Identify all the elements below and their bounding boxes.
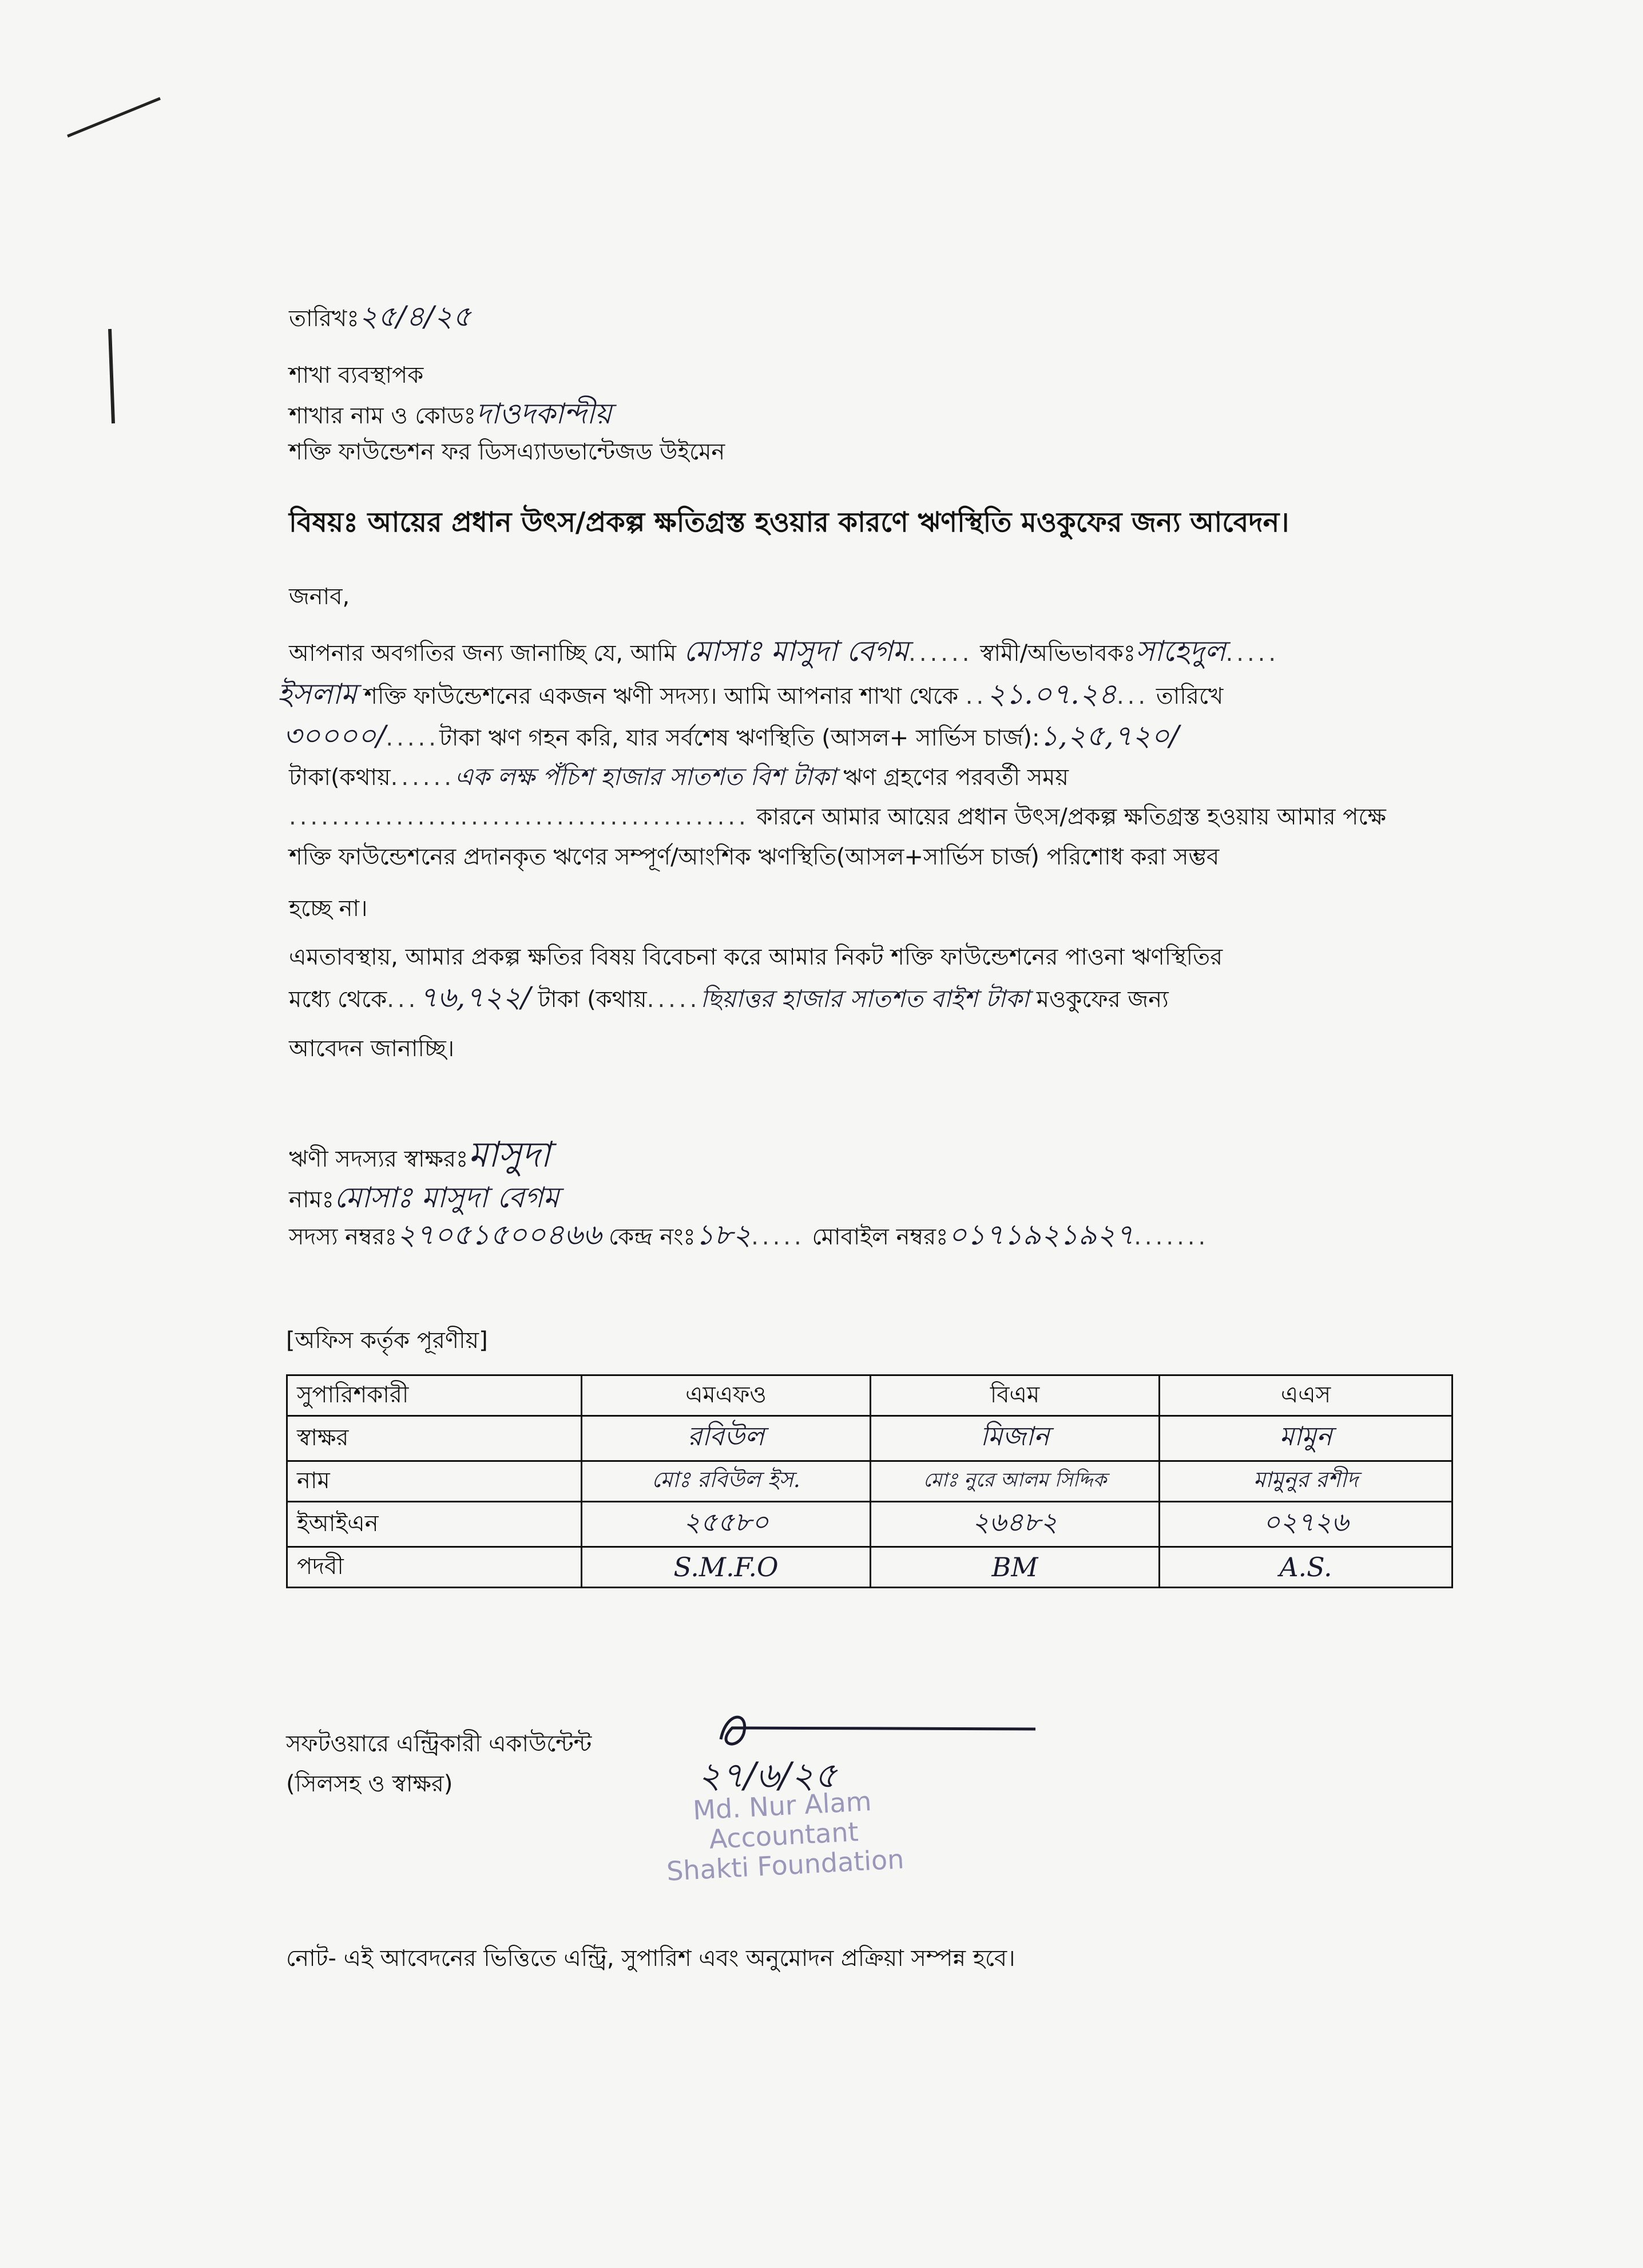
cell-value: ২৫৫৮০ (582, 1502, 871, 1547)
organization-name: শক্তি ফাউন্ডেশন ফর ডিসএ্যাডভান্টেজড উইমেন (289, 439, 725, 465)
accountant-line-1: সফটওয়ারে এন্ট্রিকারী একাউন্টেন্ট (286, 1731, 592, 1757)
pen-mark (63, 86, 166, 143)
cell-value: মিজান (871, 1416, 1160, 1461)
cell-value: ২৬৪৮২ (871, 1502, 1160, 1547)
header-cell: বিএম (871, 1375, 1160, 1416)
cell-value: মোঃ রবিউল ইস. (582, 1461, 871, 1502)
header-cell: এমএফও (582, 1375, 871, 1416)
accountant-line-2: (সিলসহ ও স্বাক্ষর) (286, 1771, 453, 1797)
row-label: ইআইএন (287, 1502, 582, 1547)
body-p2-line-2: মধ্যে থেকে...৭৬,৭২২/ টাকা (কথায়.....ছিয়াত্তর হাজার সাতশত বাইশ টাকা মওকুফের জন্য (289, 981, 1169, 1014)
cell-value: মামুনুর রশীদ (1160, 1461, 1452, 1502)
table-row (287, 1547, 1452, 1588)
loan-amount-handwritten: ৩০০০০/ (283, 719, 386, 752)
outstanding-words-handwritten: এক লক্ষ পঁচিশ হাজার সাতশত বিশ টাকা (454, 763, 836, 791)
accountant-signature (704, 1705, 1047, 1756)
waiver-amount-handwritten: ৭৬,৭২২/ (419, 981, 531, 1014)
applicant-name-line (289, 1181, 559, 1216)
body-text: টাকা ঋণ গহন করি, যার সর্বশেষ ঋণস্থিতি (আসল+ সার্ভিস চার্জ): (439, 725, 1040, 751)
applicant-signature-line (289, 1133, 551, 1175)
applicant-name-handwritten: মোসাঃ মাসুদা বেগম (334, 1181, 559, 1214)
row-label: পদবী (287, 1547, 582, 1588)
stamp-name: Md. Nur Alam (692, 1785, 872, 1826)
body-line-5: ........................................... কারনে আমার আয়ের প্রধান উৎস/প্রকল্প ক্ষতিগ্রস্ত হওয়ায় আমার পক্ষে (289, 804, 1386, 830)
name-label: নামঃ (289, 1187, 335, 1213)
branch-line (289, 398, 612, 432)
body-text: তারিখে (1156, 683, 1224, 709)
member-no-handwritten: ২৭০৫১৫০০৪৬৬ (396, 1218, 602, 1251)
center-label: কেন্দ্র নংঃ (609, 1224, 696, 1250)
note: নোট- এই আবেদনের ভিত্তিতে এন্ট্রি, সুপারিশ এবং অনুমোদন প্রক্রিয়া সম্পন্ন হবে। (286, 1945, 1015, 1972)
body-line-3: ৩০০০০/.....টাকা ঋণ গহন করি, যার সর্বশেষ ঋণস্থিতি (আসল+ সার্ভিস চার্জ):১,২৫,৭২০/ (283, 719, 1180, 752)
branch-value: দাওদকান্দীয় (476, 397, 612, 430)
body-text: টাকা(কথায় (289, 764, 391, 791)
applicant-numbers-line: সদস্য নম্বরঃ২৭০৫১৫০০৪৬৬ কেন্দ্র নংঃ১৮২..... মোবাইল নম্বরঃ০১৭১৯২১৯২৭....... (289, 1218, 1209, 1251)
signature-label: ঋণী সদস্যর স্বাক্ষরঃ (289, 1146, 469, 1172)
date-value: ২৫/৪/২৫ (359, 300, 471, 333)
branch-label: শাখার নাম ও কোডঃ (289, 403, 476, 429)
cell-value: S.M.F.O (582, 1547, 871, 1588)
body-p2-line-1: এমতাবস্থায়, আমার প্রকল্প ক্ষতির বিষয় বিবেচনা করে আমার নিকট শক্তি ফাউন্ডেশনের পাওনা ঋণস্থিতির (289, 944, 1223, 970)
date-label: তারিখঃ (289, 306, 359, 332)
waiver-words-handwritten: ছিয়াত্তর হাজার সাতশত বাইশ টাকা (700, 985, 1030, 1013)
row-label: নাম (287, 1461, 582, 1502)
stamp-org: Shakti Foundation (665, 1843, 905, 1887)
table-row (287, 1461, 1452, 1502)
cell-value: A.S. (1160, 1547, 1452, 1588)
body-text: মওকুফের জন্য (1036, 986, 1169, 1013)
office-caption: [অফিস কর্তৃক পূরণীয়] (286, 1327, 488, 1354)
accountant-date-handwritten: ২৭/৬/২৫ (698, 1754, 838, 1796)
body-text: মধ্যে থেকে (289, 986, 387, 1013)
body-text: শক্তি ফাউন্ডেশনের একজন ঋণী সদস্য। আমি আপনার শাখা থেকে (364, 683, 959, 709)
stamp-title: Accountant (708, 1816, 859, 1855)
subject-line: বিষয়ঃ আয়ের প্রধান উৎস/প্রকল্প ক্ষতিগ্রস্ত হওয়ার কারণে ঋণস্থিতি মওকুফের জন্য আবেদন। (289, 506, 1289, 538)
margin-mark (103, 326, 120, 429)
cell-value: মামুন (1160, 1416, 1452, 1461)
date-line (289, 300, 471, 335)
body-line-6: শক্তি ফাউন্ডেশনের প্রদানকৃত ঋণের সম্পূর্ণ/আংশিক ঋণস্থিতি(আসল+সার্ভিস চার্জ) পরিশোধ করা সম্ভব (289, 844, 1220, 870)
accountant-stamp (633, 1783, 934, 1888)
loan-date-handwritten: ২১.০৭.২৪ (987, 677, 1117, 711)
member-name-handwritten: মোসাঃ মাসুদা বেগম (683, 635, 909, 668)
body-text: কারনে আমার আয়ের প্রধান উৎস/প্রকল্প ক্ষতিগ্রস্ত হওয়ায় আমার পক্ষে (756, 804, 1386, 830)
body-line-1: আপনার অবগতির জন্য জানাচ্ছি যে, আমি মোসাঃ মাসুদা বেগম...... স্বামী/অভিভাবকঃসাহেদুল..... (289, 635, 1280, 668)
member-no-label: সদস্য নম্বরঃ (289, 1224, 397, 1250)
body-line-2: ইসলাম শক্তি ফাউন্ডেশনের একজন ঋণী সদস্য। আমি আপনার শাখা থেকে ..২১.০৭.২৪... তারিখে (277, 677, 1224, 711)
table-row (287, 1502, 1452, 1547)
cell-value: রবিউল (582, 1416, 871, 1461)
header-cell: সুপারিশকারী (287, 1375, 582, 1416)
office-table (286, 1374, 1453, 1588)
guardian-label: স্বামী/অভিভাবকঃ (980, 640, 1136, 667)
cell-value: মোঃ নুরে আলম সিদ্দিক (871, 1461, 1160, 1502)
applicant-signature: মাসুদা (468, 1133, 551, 1175)
guardian-handwritten: সাহেদুল (1136, 635, 1226, 668)
table-row (287, 1416, 1452, 1461)
center-handwritten: ১৮২ (695, 1218, 752, 1251)
body-text: টাকা (কথায় (538, 986, 647, 1013)
table-header-row (287, 1375, 1452, 1416)
outstanding-handwritten: ১,২৫,৭২০/ (1039, 719, 1180, 752)
cell-value: ০২৭২৬ (1160, 1502, 1452, 1547)
salutation: জনাব, (289, 584, 350, 610)
cell-value: BM (871, 1547, 1160, 1588)
body-text: ঋণ গ্রহণের পরবর্তী সময় (843, 764, 1069, 791)
mobile-handwritten: ০১৭১৯২১৯২৭ (948, 1218, 1134, 1251)
body-p2-line-3: আবেদন জানাচ্ছি। (289, 1036, 455, 1062)
body-line-7: হচ্ছে না। (289, 895, 368, 922)
mobile-label: মোবাইল নম্বরঃ (812, 1224, 949, 1250)
body-text: আপনার অবগতির জন্য জানাচ্ছি যে, আমি (289, 640, 677, 667)
guardian-cont-handwritten: ইসলাম (277, 677, 357, 711)
row-label: স্বাক্ষর (287, 1416, 582, 1461)
addressee: শাখা ব্যবস্থাপক (289, 362, 424, 388)
header-cell: এএস (1160, 1375, 1452, 1416)
body-line-4: টাকা(কথায়......এক লক্ষ পঁচিশ হাজার সাতশত বিশ টাকা ঋণ গ্রহণের পরবর্তী সময় (289, 763, 1069, 791)
